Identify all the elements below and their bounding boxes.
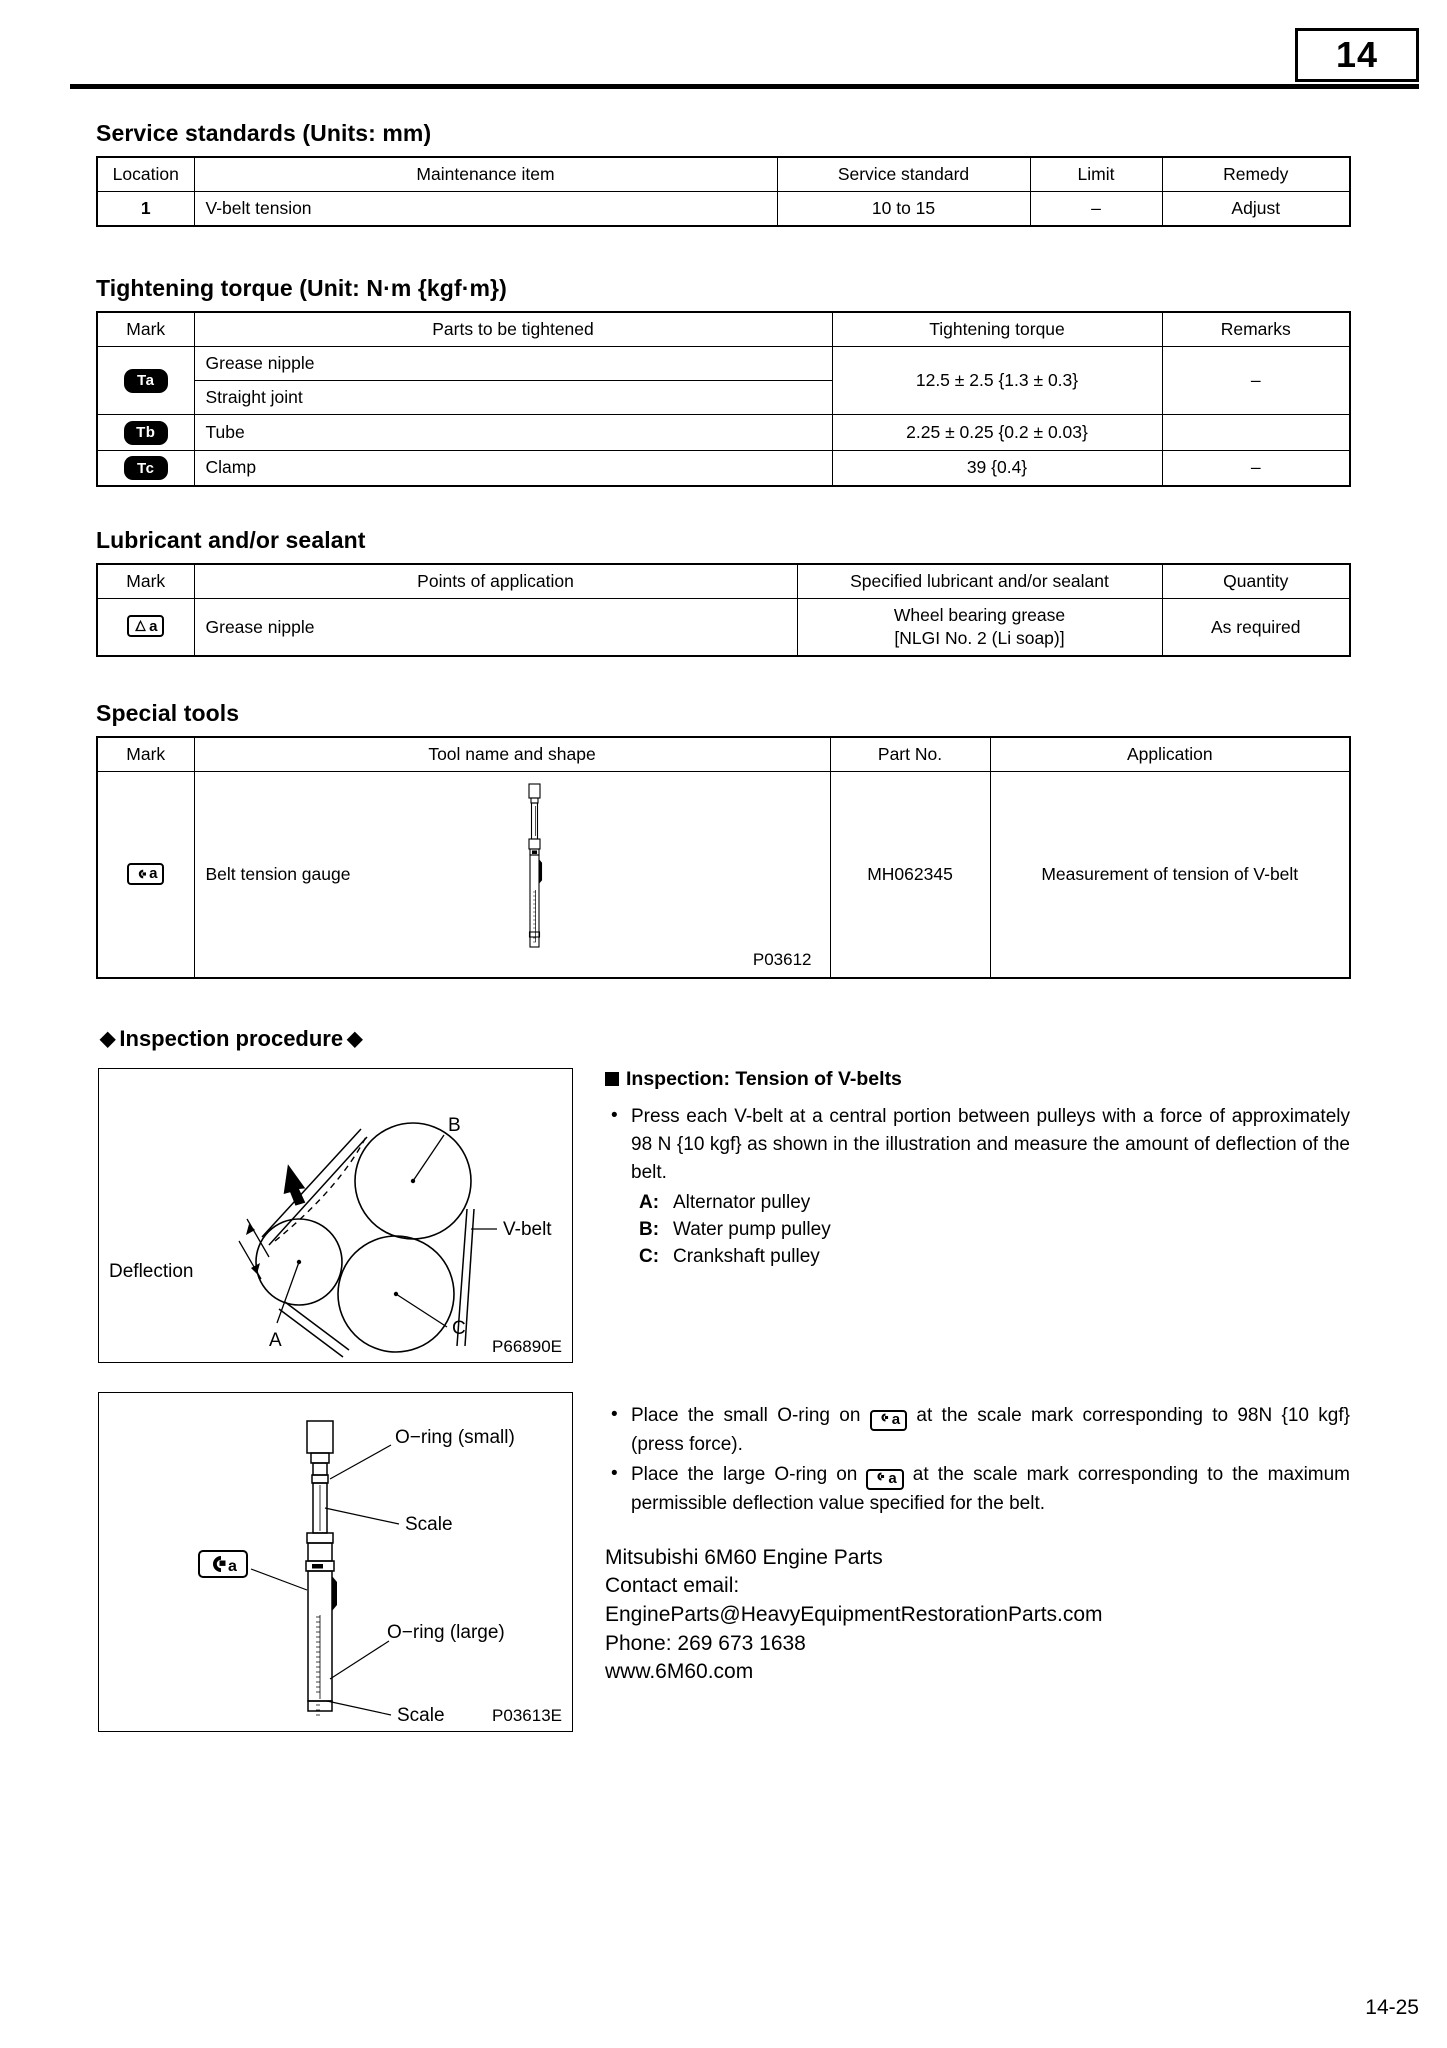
figure-label-a: A — [269, 1330, 282, 1351]
cell-quantity: As required — [1162, 599, 1350, 657]
inline-mark-badge-small-oring — [870, 1410, 907, 1431]
oring-bullet1-post: at the scale mark corresponding to 98N {10 kgf} (press force). — [631, 1405, 1350, 1455]
column-header-service-standard: Service standard — [777, 157, 1030, 192]
special-tool-mark-badge — [127, 863, 164, 885]
column-header-mark: Mark — [97, 312, 194, 347]
figure-label-c: C — [452, 1318, 466, 1339]
cell-part-grease-nipple: Grease nipple — [194, 347, 832, 381]
inline-mark-letter: a — [891, 1411, 901, 1428]
square-bullet-icon — [605, 1072, 619, 1086]
inspection-bullet-list — [605, 1103, 1350, 1187]
pulley-label-b: Water pump pulley — [673, 1218, 831, 1240]
oring-instructions — [605, 1402, 1350, 1687]
special-tool-figure-id: P03612 — [752, 949, 812, 969]
pulley-legend-list — [639, 1190, 1350, 1271]
column-header-maintenance-item: Maintenance item — [194, 157, 777, 192]
list-item — [639, 1217, 1350, 1244]
cell-remarks: – — [1162, 450, 1350, 486]
cell-location: 1 — [97, 192, 194, 227]
cell-mark — [97, 347, 194, 415]
list-item — [605, 1461, 1350, 1517]
service-standards-table — [96, 156, 1351, 227]
cell-part-straight-joint: Straight joint — [194, 381, 832, 415]
diamond-right-icon: ◆ — [347, 1028, 363, 1050]
special-tool-mark-letter: a — [149, 865, 158, 883]
figure-label-o-ring-large: O−ring (large) — [387, 1622, 505, 1643]
lubricant-mark-badge — [127, 615, 164, 637]
wrench-icon — [134, 867, 147, 881]
cell-tool-name-and-shape — [194, 772, 830, 979]
cell-application: Measurement of tension of V-belt — [990, 772, 1350, 979]
inspection-text-column — [605, 1068, 1350, 1271]
column-header-limit: Limit — [1030, 157, 1162, 192]
specified-lubricant-line2: [NLGI No. 2 (Li soap)] — [894, 628, 1065, 649]
figure-label-deflection: Deflection — [109, 1261, 194, 1282]
belt-tension-gauge-illustration — [505, 780, 565, 961]
cell-part-no: MH062345 — [830, 772, 990, 979]
table-header-row — [97, 737, 1350, 772]
figure2-id: P03613E — [492, 1706, 562, 1725]
gauge-mark-letter: a — [228, 1558, 237, 1575]
pulley-label-c: Crankshaft pulley — [673, 1245, 820, 1267]
column-header-tool-name-shape: Tool name and shape — [194, 737, 830, 772]
column-header-points-of-application: Points of application — [194, 564, 797, 599]
inspection-section-heading — [605, 1068, 1350, 1091]
cell-part-clamp: Clamp — [194, 450, 832, 486]
column-header-remedy: Remedy — [1162, 157, 1350, 192]
mark-badge-ta: Ta — [124, 369, 168, 393]
cell-limit: – — [1030, 192, 1162, 227]
pulley-key-c: C: — [639, 1245, 660, 1267]
oil-can-icon — [134, 619, 147, 633]
contact-website[interactable]: www.6M60.com — [605, 1660, 754, 1684]
gauge-mark-badge — [199, 1551, 247, 1577]
lubricant-section — [96, 527, 1351, 657]
cell-maintenance-item: V-belt tension — [194, 192, 777, 227]
pulley-key-a: A: — [639, 1191, 660, 1213]
special-tools-table — [96, 736, 1351, 979]
chapter-number-box — [1295, 28, 1419, 82]
tightening-torque-section — [96, 275, 1351, 487]
inspection-procedure-heading — [100, 1026, 363, 1052]
cell-torque: 2.25 ± 0.25 {0.2 ± 0.03} — [832, 415, 1162, 451]
cell-remarks: – — [1162, 347, 1350, 415]
list-item — [639, 1190, 1350, 1217]
table-row — [97, 772, 1350, 979]
inspection-section-heading-label: Inspection: Tension of V-belts — [626, 1068, 902, 1090]
cell-mark — [97, 450, 194, 486]
list-item — [605, 1402, 1350, 1458]
column-header-specified-lubricant: Specified lubricant and/or sealant — [797, 564, 1162, 599]
contact-block — [605, 1544, 1350, 1687]
contact-email-address[interactable]: EngineParts@HeavyEquipmentRestorationParts.com — [605, 1602, 1103, 1626]
figure-pulley-layout — [98, 1068, 573, 1363]
table-row — [97, 599, 1350, 657]
figure-label-scale-bottom: Scale — [397, 1705, 445, 1726]
cell-torque: 12.5 ± 2.5 {1.3 ± 0.3} — [832, 347, 1162, 415]
column-header-part-no: Part No. — [830, 737, 990, 772]
table-header-row — [97, 564, 1350, 599]
column-header-remarks: Remarks — [1162, 312, 1350, 347]
column-header-location: Location — [97, 157, 194, 192]
specified-lubricant-line1: Wheel bearing grease — [893, 605, 1066, 626]
cell-part-tube: Tube — [194, 415, 832, 451]
figure-label-b: B — [448, 1115, 461, 1136]
contact-company: Mitsubishi 6M60 Engine Parts — [605, 1545, 883, 1569]
mark-badge-tb: Tb — [124, 421, 168, 445]
chapter-number: 14 — [1335, 34, 1379, 75]
table-row — [97, 450, 1350, 486]
service-standards-title: Service standards (Units: mm) — [96, 120, 432, 146]
tightening-torque-table — [96, 311, 1351, 487]
oring-bullet1-pre: Place the small O-ring on — [631, 1405, 861, 1426]
figure-label-v-belt: V-belt — [503, 1219, 552, 1240]
inspection-procedure-label: Inspection procedure — [119, 1026, 344, 1051]
oring-bullet2-post: at the scale mark corresponding to the maximum permissible deflection value specified for the belt. — [631, 1464, 1351, 1514]
column-header-parts: Parts to be tightened — [194, 312, 832, 347]
wrench-icon — [877, 1409, 889, 1431]
wrench-icon — [873, 1468, 885, 1490]
header-divider-rule — [70, 84, 1419, 89]
tightening-torque-title: Tightening torque (Unit: N·m {kgf·m}) — [96, 275, 507, 301]
tool-name-label: Belt tension gauge — [205, 864, 351, 885]
special-tools-title: Special tools — [96, 700, 240, 726]
cell-remedy: Adjust — [1162, 192, 1350, 227]
oring-bullet2-pre: Place the large O-ring on — [631, 1464, 858, 1486]
cell-service-standard: 10 to 15 — [777, 192, 1030, 227]
cell-points-of-application: Grease nipple — [194, 599, 797, 657]
list-item — [639, 1244, 1350, 1271]
page-number: 14-25 — [1365, 1996, 1419, 2019]
pulley-key-b: B: — [639, 1218, 660, 1240]
cell-mark — [97, 415, 194, 451]
mark-badge-tc: Tc — [124, 456, 168, 480]
contact-email-label: Contact email: — [605, 1574, 740, 1598]
table-row — [97, 192, 1350, 227]
lubricant-table — [96, 563, 1351, 657]
table-header-row — [97, 312, 1350, 347]
lubricant-title: Lubricant and/or sealant — [96, 527, 366, 553]
figure-belt-tension-gauge — [98, 1392, 573, 1732]
inline-mark-letter: a — [888, 1470, 897, 1488]
column-header-quantity: Quantity — [1162, 564, 1350, 599]
column-header-mark: Mark — [97, 737, 194, 772]
inline-mark-badge-large-oring — [866, 1469, 903, 1490]
table-row — [97, 347, 1350, 381]
contact-phone[interactable]: Phone: 269 673 1638 — [605, 1631, 806, 1655]
column-header-application: Application — [990, 737, 1350, 772]
cell-torque: 39 {0.4} — [832, 450, 1162, 486]
table-row — [97, 415, 1350, 451]
service-standards-section — [96, 120, 1351, 227]
cell-specified-lubricant — [797, 599, 1162, 657]
oring-bullet-list — [605, 1402, 1350, 1518]
list-item: • Press each V-belt at a central portion between pulleys with a force of approximately 98 N {10 kgf} as shown in the illustration and measure the amount of deflection of the belt. — [605, 1103, 1350, 1187]
pulley-label-a: Alternator pulley — [673, 1191, 811, 1213]
cell-mark — [97, 599, 194, 657]
figure-label-o-ring-small: O−ring (small) — [395, 1427, 515, 1448]
special-tools-section — [96, 700, 1351, 979]
diamond-left-icon: ◆ — [100, 1028, 116, 1050]
lubricant-mark-letter: a — [149, 617, 158, 635]
figure1-id: P66890E — [492, 1337, 562, 1356]
cell-mark — [97, 772, 194, 979]
table-header-row — [97, 157, 1350, 192]
figure-label-scale-top: Scale — [405, 1514, 453, 1535]
cell-remarks — [1162, 415, 1350, 451]
column-header-mark: Mark — [97, 564, 194, 599]
column-header-tightening-torque: Tightening torque — [832, 312, 1162, 347]
